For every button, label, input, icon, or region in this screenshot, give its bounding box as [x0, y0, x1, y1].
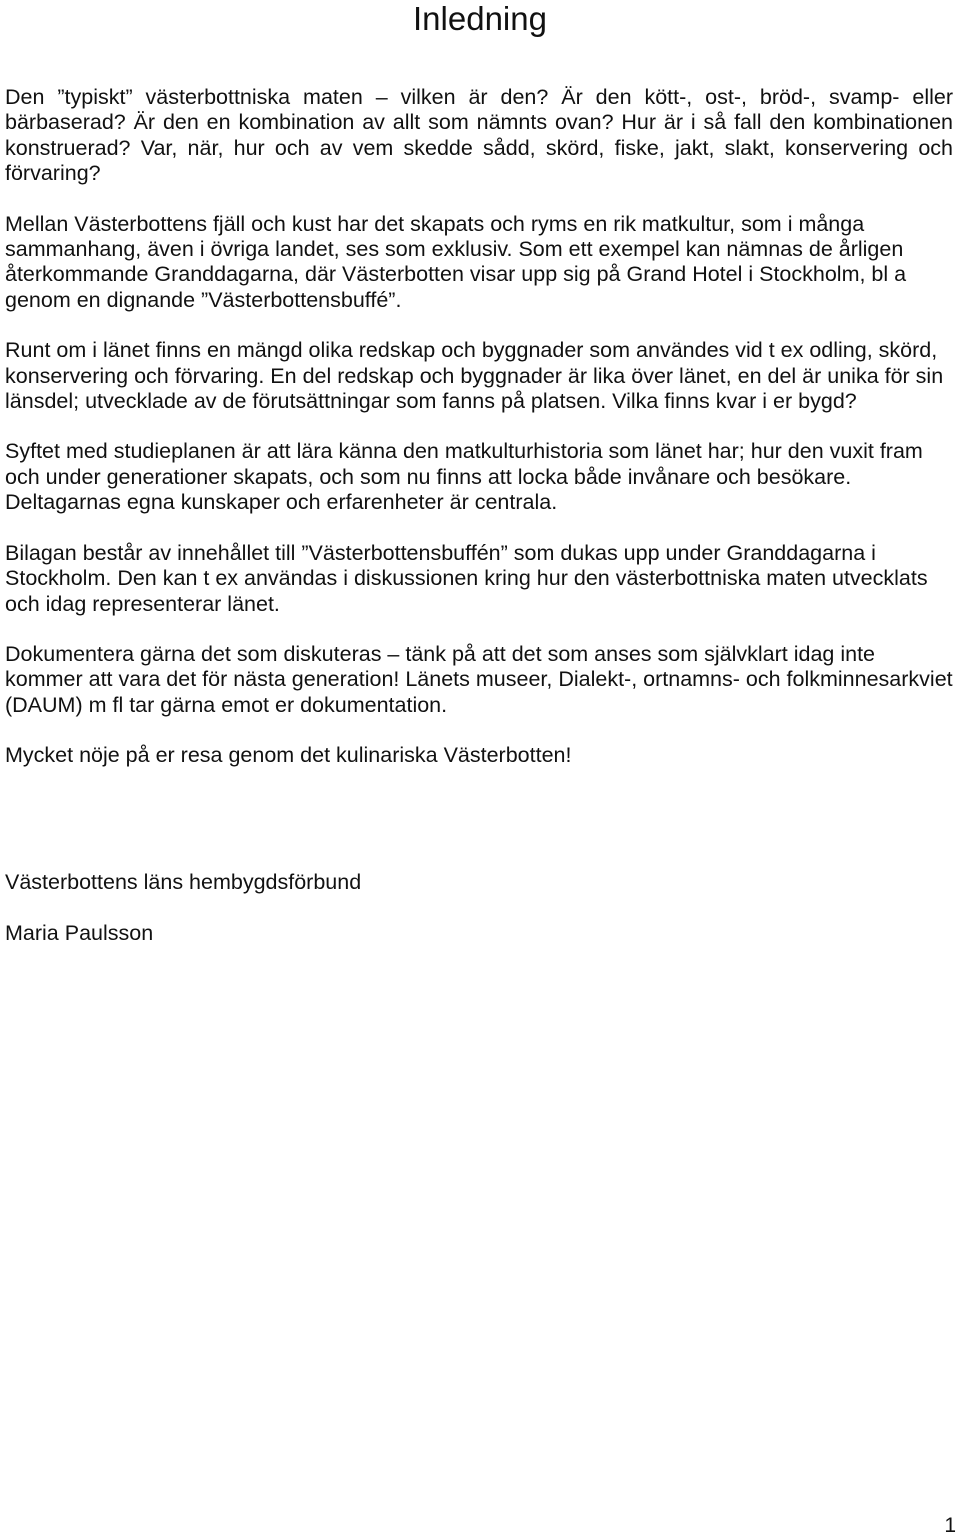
paragraph-3: Runt om i länet finns en mängd olika redskap och byggnader som användes vid t ex odling, skörd, konservering och förvaring. En del redskap och byggnader är lika över länet, en del är unika för sin länsdel; utvecklade av de förutsättningar som fanns på platsen. Vilka finns kvar i er bygd? [5, 338, 944, 414]
paragraph-1: Den ”typiskt” västerbottniska maten – vilken är den? Är den kött-, ost-, bröd-, svamp- eller bärbaserad? Är den en kombination av allt som nämnts ovan? Hur är i så fall den kombinationen konstruerad? Var, när, hur och av vem skedde sådd, skörd, fiske, jakt, slakt, konservering och förvaring? [5, 85, 953, 186]
signature-author: Maria Paulsson [5, 921, 154, 945]
page-title: Inledning [413, 0, 547, 37]
page-number: 1 [944, 1514, 956, 1537]
signature-organization: Västerbottens läns hembygdsförbund [5, 870, 362, 894]
paragraph-4: Syftet med studieplanen är att lära känna den matkulturhistoria som länet har; hur den vuxit fram och under generationer skapats, och som nu finns att locka både invånare och besökare. Deltagarnas egna kunskaper och erfarenheter är centrala. [5, 439, 923, 515]
paragraph-6: Dokumentera gärna det som diskuteras – tänk på att det som anses som självklart idag inte kommer att vara det för nästa generation! Länets museer, Dialekt-, ortnamns- och folkminnesarkviet (DAUM) m fl tar gärna emot er dokumentation. [5, 641, 953, 717]
paragraph-5: Bilagan består av innehållet till ”Västerbottensbuffén” som dukas upp under Granddagarna i Stockholm. Den kan t ex användas i diskussionen kring hur den västerbottniska maten utvecklats och idag representerar länet. [5, 540, 928, 616]
body-text [5, 85, 953, 794]
paragraph-7: Mycket nöje på er resa genom det kulinariska Västerbotten! [5, 743, 572, 768]
paragraph-2: Mellan Västerbottens fjäll och kust har det skapats och ryms en rik matkultur, som i många sammanhang, även i övriga landet, ses som exklusiv. Som ett exempel kan nämnas de årligen återkommande Granddagarna, där Västerbotten visar upp sig på Grand Hotel i Stockholm, bl a genom en dignande ”Västerbottensbuffé”. [5, 211, 907, 312]
